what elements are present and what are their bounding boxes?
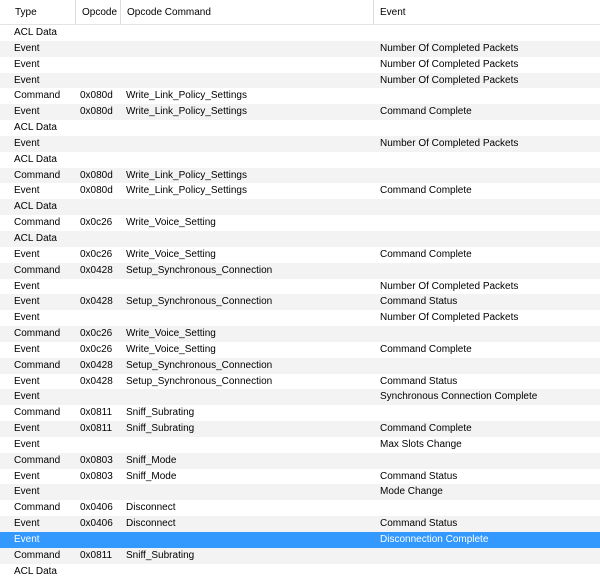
cell-event: Command Complete [380, 343, 472, 355]
cell-type: Event [14, 534, 40, 545]
cell-type: Event [14, 423, 40, 435]
cell-opcode: 0x0c26 [80, 217, 113, 229]
table-body [0, 25, 600, 580]
cell-opcode: 0x0428 [80, 375, 113, 387]
table-row[interactable] [0, 231, 600, 247]
table-row[interactable] [0, 168, 600, 184]
cell-type: ACL Data [14, 153, 57, 165]
table-row[interactable] [0, 326, 600, 342]
column-header-opcode-command[interactable]: Opcode Command [121, 0, 374, 24]
cell-type: Event [14, 42, 40, 54]
table-row[interactable] [0, 136, 600, 152]
cell-type: Event [14, 280, 40, 292]
table-row[interactable] [0, 389, 600, 405]
cell-type: Event [14, 74, 40, 86]
cell-event: Number Of Completed Packets [380, 74, 519, 86]
cell-command: Write_Voice_Setting [126, 343, 216, 355]
cell-type: Event [14, 438, 40, 450]
cell-event: Number Of Completed Packets [380, 137, 519, 149]
table-row[interactable] [0, 279, 600, 295]
column-header-type[interactable]: Type [9, 0, 76, 24]
cell-type: Command [14, 502, 61, 514]
cell-type: Command [14, 328, 61, 340]
cell-command: Setup_Synchronous_Connection [126, 359, 273, 371]
cell-type: Event [14, 391, 40, 403]
cell-opcode: 0x0c26 [80, 343, 113, 355]
table-row[interactable] [0, 516, 600, 532]
cell-event: Number Of Completed Packets [380, 280, 519, 292]
cell-command: Disconnect [126, 518, 176, 530]
table-row[interactable] [0, 41, 600, 57]
cell-event: Number Of Completed Packets [380, 312, 519, 324]
cell-opcode: 0x0406 [80, 518, 113, 530]
table-row[interactable] [0, 152, 600, 168]
cell-opcode: 0x0428 [80, 264, 113, 276]
cell-type: Event [14, 486, 40, 498]
cell-opcode: 0x0428 [80, 296, 113, 308]
cell-event: Synchronous Connection Complete [380, 391, 538, 403]
table-row[interactable] [0, 453, 600, 469]
table-row[interactable] [0, 532, 600, 548]
table-row[interactable] [0, 484, 600, 500]
cell-command: Setup_Synchronous_Connection [126, 375, 273, 387]
cell-type: ACL Data [14, 122, 57, 134]
table-row[interactable] [0, 342, 600, 358]
cell-opcode: 0x0c26 [80, 328, 113, 340]
cell-event: Max Slots Change [380, 438, 462, 450]
cell-type: Event [14, 312, 40, 324]
cell-type: Command [14, 217, 61, 229]
cell-event: Disconnection Complete [380, 534, 489, 545]
cell-event: Command Status [380, 470, 458, 482]
cell-type: Event [14, 296, 40, 308]
cell-opcode: 0x080d [80, 106, 113, 118]
cell-command: Disconnect [126, 502, 176, 514]
cell-opcode: 0x080d [80, 90, 113, 102]
table-row[interactable] [0, 120, 600, 136]
cell-command: Write_Voice_Setting [126, 328, 216, 340]
table-row[interactable] [0, 247, 600, 263]
cell-command: Sniff_Subrating [126, 549, 195, 561]
cell-event: Command Complete [380, 248, 472, 260]
table-row[interactable] [0, 183, 600, 199]
cell-event: Command Complete [380, 423, 472, 435]
cell-type: Command [14, 407, 61, 419]
cell-type: Command [14, 549, 61, 561]
table-row[interactable] [0, 405, 600, 421]
cell-command: Sniff_Mode [126, 470, 177, 482]
cell-command: Sniff_Subrating [126, 407, 195, 419]
cell-event: Command Status [380, 518, 458, 530]
table-row[interactable] [0, 263, 600, 279]
cell-event: Command Status [380, 375, 458, 387]
cell-command: Setup_Synchronous_Connection [126, 296, 273, 308]
cell-type: Command [14, 264, 61, 276]
table-row[interactable] [0, 564, 600, 580]
cell-type: Event [14, 185, 40, 197]
table-row[interactable] [0, 500, 600, 516]
cell-type: Command [14, 90, 61, 102]
cell-command: Setup_Synchronous_Connection [126, 264, 273, 276]
cell-command: Write_Link_Policy_Settings [126, 169, 247, 181]
cell-type: Event [14, 375, 40, 387]
cell-opcode: 0x0803 [80, 454, 113, 466]
cell-type: ACL Data [14, 27, 57, 38]
cell-type: Event [14, 343, 40, 355]
cell-event: Command Complete [380, 185, 472, 197]
cell-opcode: 0x0406 [80, 502, 113, 514]
table-row[interactable] [0, 199, 600, 215]
table-row[interactable] [0, 421, 600, 437]
table-row[interactable] [0, 294, 600, 310]
column-header-event[interactable]: Event [380, 7, 406, 18]
table-row[interactable] [0, 88, 600, 104]
cell-event: Mode Change [380, 486, 443, 498]
table-row[interactable] [0, 358, 600, 374]
cell-type: Event [14, 470, 40, 482]
cell-opcode: 0x080d [80, 169, 113, 181]
cell-type: ACL Data [14, 201, 57, 213]
cell-command: Write_Voice_Setting [126, 217, 216, 229]
cell-opcode: 0x0803 [80, 470, 113, 482]
column-header-opcode[interactable]: Opcode [76, 0, 121, 24]
table-row[interactable] [0, 104, 600, 120]
cell-command: Write_Link_Policy_Settings [126, 106, 247, 118]
table-row[interactable] [0, 437, 600, 453]
cell-command: Sniff_Subrating [126, 423, 195, 435]
cell-type: Command [14, 454, 61, 466]
table-row[interactable] [0, 57, 600, 73]
cell-opcode: 0x0811 [80, 423, 113, 435]
table-row[interactable] [0, 374, 600, 390]
cell-event: Command Complete [380, 106, 472, 118]
cell-type: Command [14, 359, 61, 371]
table-row[interactable] [0, 215, 600, 231]
cell-opcode: 0x0c26 [80, 248, 113, 260]
cell-opcode: 0x0811 [80, 407, 113, 419]
cell-command: Write_Link_Policy_Settings [126, 90, 247, 102]
table-row[interactable] [0, 469, 600, 485]
cell-type: ACL Data [14, 232, 57, 244]
table-row[interactable] [0, 310, 600, 326]
table-row[interactable] [0, 548, 600, 564]
cell-opcode: 0x0428 [80, 359, 113, 371]
cell-event: Command Status [380, 296, 458, 308]
cell-event: Number Of Completed Packets [380, 58, 519, 70]
cell-type: Event [14, 248, 40, 260]
cell-type: ACL Data [14, 565, 57, 577]
cell-type: Event [14, 137, 40, 149]
table-row[interactable] [0, 73, 600, 89]
cell-type: Event [14, 58, 40, 70]
cell-command: Write_Voice_Setting [126, 248, 216, 260]
table-header [0, 0, 600, 25]
cell-type: Event [14, 518, 40, 530]
cell-type: Command [14, 169, 61, 181]
cell-opcode: 0x080d [80, 185, 113, 197]
cell-type: Event [14, 106, 40, 118]
cell-command: Write_Link_Policy_Settings [126, 185, 247, 197]
cell-opcode: 0x0811 [80, 549, 113, 561]
cell-command: Sniff_Mode [126, 454, 177, 466]
cell-event: Number Of Completed Packets [380, 42, 519, 54]
table-row[interactable] [0, 25, 600, 41]
